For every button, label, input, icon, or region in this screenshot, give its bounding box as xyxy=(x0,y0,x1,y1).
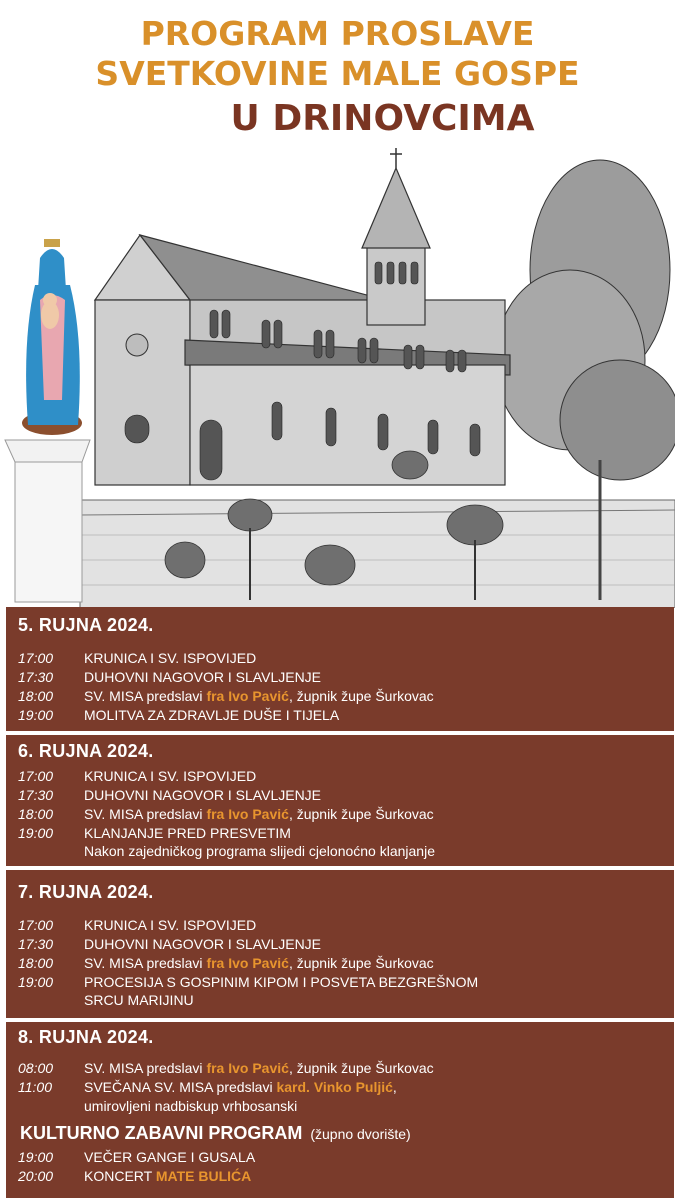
day-date: 5. RUJNA 2024. xyxy=(18,615,154,635)
day-date: 6. RUJNA 2024. xyxy=(18,741,154,761)
celebrant-name: fra Ivo Pavić xyxy=(206,955,289,971)
row-text: SVEČANA SV. MISA predslavi kard. Vinko Puljić, xyxy=(84,1079,397,1095)
row-text: DUHOVNI NAGOVOR I SLAVLJENJE xyxy=(84,936,322,952)
row-time: 17:00 xyxy=(18,650,54,666)
row-text: KRUNICA I SV. ISPOVIJED xyxy=(84,768,257,784)
statue-pedestal xyxy=(5,440,90,602)
cultural-program-location: (župno dvorište) xyxy=(310,1126,411,1142)
row-time: 17:30 xyxy=(18,787,54,803)
celebrant-name: fra Ivo Pavić xyxy=(206,688,289,704)
row-time: 11:00 xyxy=(18,1079,52,1095)
row-text: MOLITVA ZA ZDRAVLJE DUŠE I TIJELA xyxy=(84,707,340,723)
day-section-6-rujna xyxy=(6,735,674,866)
row-time: 20:00 xyxy=(18,1168,54,1184)
day-section-7-rujna xyxy=(6,870,674,1018)
row-text: PROCESIJA S GOSPINIM KIPOM I POSVETA BEZGREŠNOM xyxy=(84,974,479,990)
day-date: 8. RUJNA 2024. xyxy=(18,1027,154,1047)
row-time: 18:00 xyxy=(18,806,54,822)
row-text: SV. MISA predslavi fra Ivo Pavić, župnik župe Šurkovac xyxy=(84,955,434,971)
church-illustration xyxy=(0,140,675,608)
row-time: 17:00 xyxy=(18,768,54,784)
row-text: KLANJANJE PRED PRESVETIM xyxy=(84,825,291,841)
row-text: VEČER GANGE I GUSALA xyxy=(84,1149,256,1165)
madonna-statue-icon xyxy=(22,239,82,435)
row-time: 17:00 xyxy=(18,917,54,933)
celebrant-name: fra Ivo Pavić xyxy=(206,806,289,822)
row-text: KRUNICA I SV. ISPOVIJED xyxy=(84,650,257,666)
row-text: SV. MISA predslavi fra Ivo Pavić, župnik župe Šurkovac xyxy=(84,806,434,822)
row-time: 19:00 xyxy=(18,1149,54,1165)
row-text: DUHOVNI NAGOVOR I SLAVLJENJE xyxy=(84,787,322,803)
row-time: 17:30 xyxy=(18,936,54,952)
day-section-5-rujna xyxy=(6,607,674,731)
row-text: SV. MISA predslavi fra Ivo Pavić, župnik župe Šurkovac xyxy=(84,688,434,704)
row-time: 08:00 xyxy=(18,1060,54,1076)
church-building xyxy=(95,148,510,485)
cultural-program-heading: KULTURNO ZABAVNI PROGRAM (župno dvorište) xyxy=(20,1123,411,1143)
row-text: SV. MISA predslavi fra Ivo Pavić, župnik župe Šurkovac xyxy=(84,1060,434,1076)
day-section-8-rujna xyxy=(6,1022,674,1198)
celebrant-name: fra Ivo Pavić xyxy=(206,1060,289,1076)
row-time: 19:00 xyxy=(18,707,54,723)
row-time: 19:00 xyxy=(18,825,54,841)
row-continuation: SRCU MARIJINU xyxy=(84,992,194,1008)
row-time: 17:30 xyxy=(18,669,54,685)
title-line-3: U DRINOVCIMA xyxy=(230,98,535,139)
row-time: 18:00 xyxy=(18,955,54,971)
row-continuation: umirovljeni nadbiskup vrhbosanski xyxy=(84,1098,298,1114)
row-time: 19:00 xyxy=(18,974,54,990)
celebrant-name: kard. Vinko Puljić xyxy=(276,1079,393,1095)
row-time: 18:00 xyxy=(18,688,54,704)
row-continuation: Nakon zajedničkog programa slijedi cjelonoćno klanjanje xyxy=(84,843,435,859)
performer-name: MATE BULIĆA xyxy=(155,1168,252,1184)
day-date: 7. RUJNA 2024. xyxy=(18,882,154,902)
row-text: KONCERT MATE BULIĆA xyxy=(84,1168,252,1184)
title-line-1: PROGRAM PROSLAVE xyxy=(140,14,535,53)
title-line-2: SVETKOVINE MALE GOSPE xyxy=(95,54,580,93)
row-text: DUHOVNI NAGOVOR I SLAVLJENJE xyxy=(84,669,322,685)
row-text: KRUNICA I SV. ISPOVIJED xyxy=(84,917,257,933)
